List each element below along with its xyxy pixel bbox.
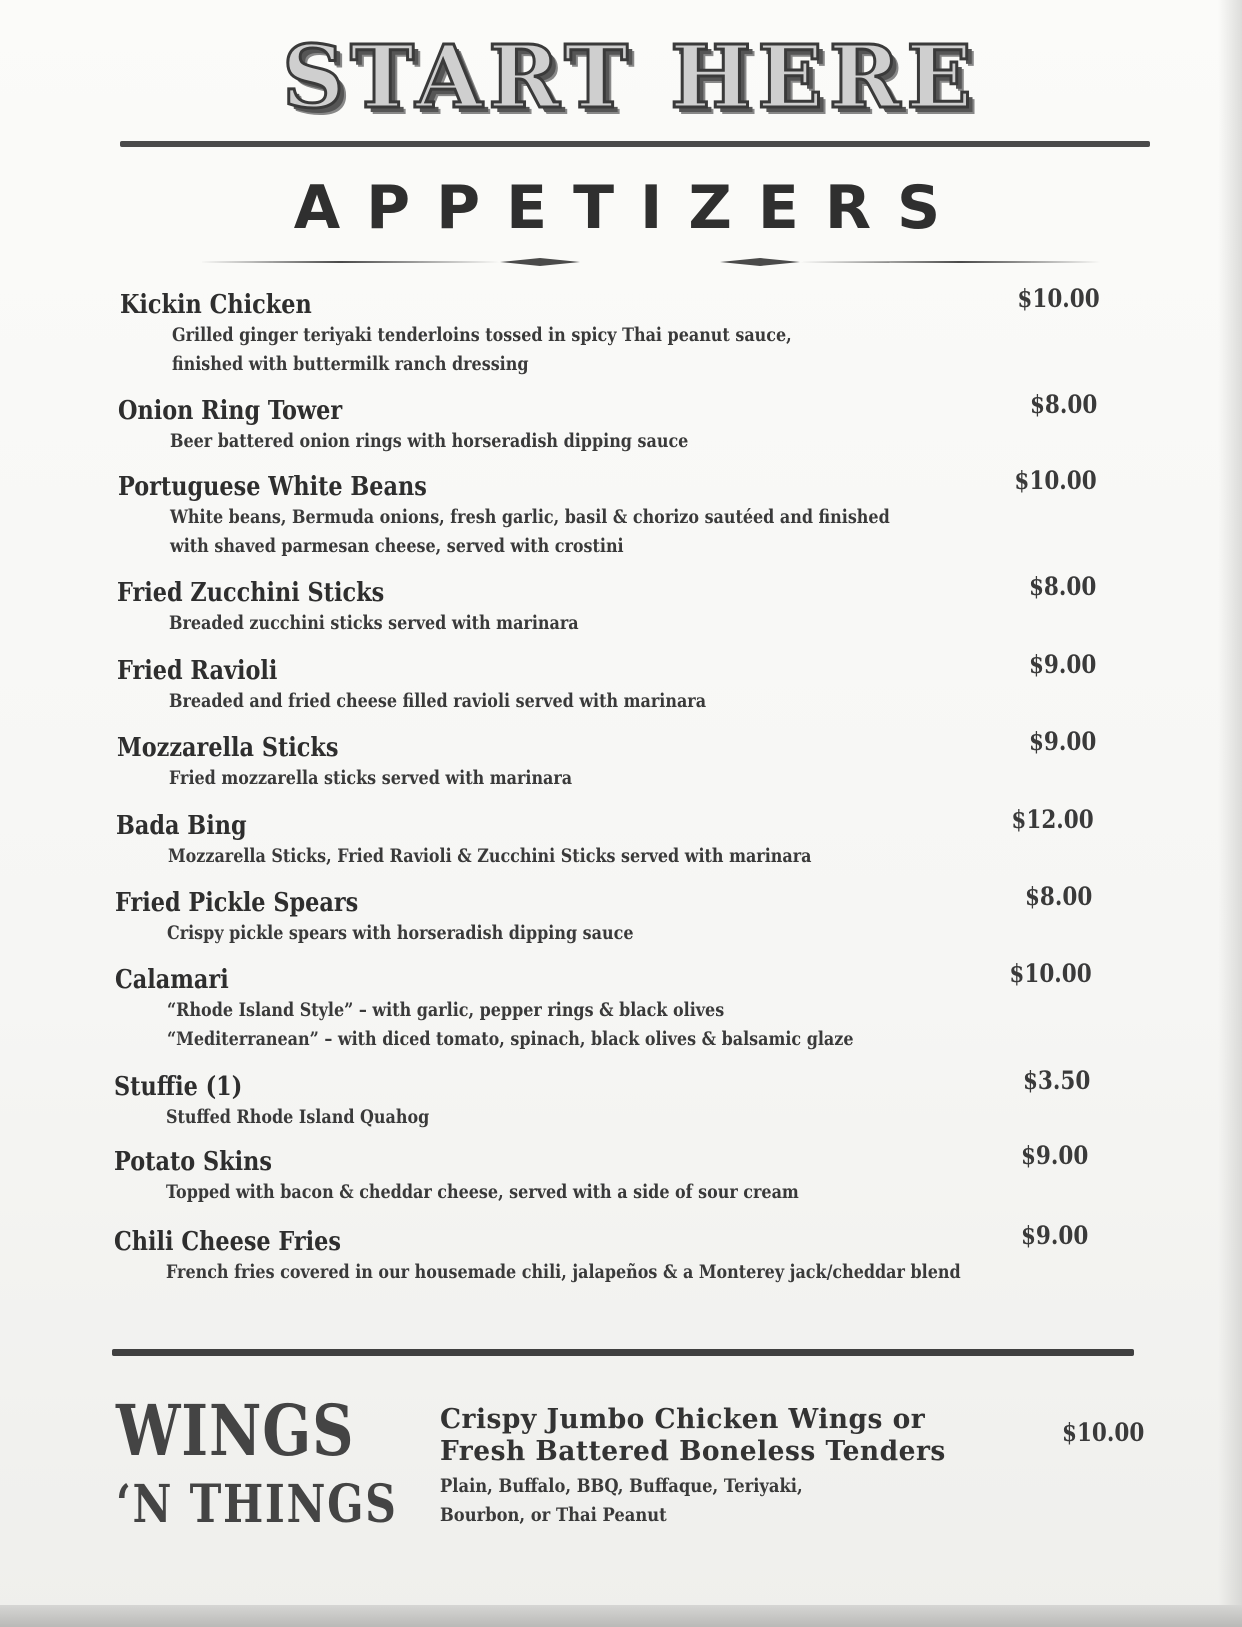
menu-item	[0, 1066, 1242, 1142]
wings-sauces	[440, 1472, 803, 1530]
item-description-line: Mozzarella Sticks, Fried Ravioli & Zucchini Sticks served with marinara	[168, 845, 812, 867]
wings-title-line2: ‘N THINGS	[116, 1474, 398, 1535]
item-name: Onion Ring Tower	[118, 396, 343, 426]
item-name: Mozzarella Sticks	[117, 733, 339, 763]
item-price: $3.50	[1022, 1066, 1090, 1095]
item-description-line: “Mediterranean” – with diced tomato, spinach, black olives & balsamic glaze	[167, 1028, 854, 1050]
menu-item	[0, 882, 1242, 958]
item-description	[170, 503, 890, 561]
item-description	[169, 609, 579, 638]
wings-sauces-line1: Plain, Buffalo, BBQ, Buffaque, Teriyaki,	[440, 1475, 803, 1497]
item-description-line: Topped with bacon & cheddar cheese, served with a side of sour cream	[166, 1181, 799, 1203]
menu-item	[0, 390, 1242, 466]
item-price: $9.00	[1028, 650, 1096, 679]
item-description	[166, 1103, 429, 1132]
wings-headline-line1: Crispy Jumbo Chicken Wings or	[440, 1404, 926, 1435]
item-description-line: “Rhode Island Style” – with garlic, pepper rings & black olives	[167, 999, 725, 1021]
menu-item	[0, 959, 1242, 1050]
menu-item	[0, 1221, 1242, 1297]
item-description	[169, 764, 572, 793]
item-price: $10.00	[1009, 959, 1092, 988]
item-description	[170, 427, 688, 456]
item-name: Chili Cheese Fries	[114, 1227, 341, 1257]
item-name: Fried Zucchini Sticks	[117, 578, 385, 608]
menu-item	[0, 1141, 1242, 1217]
section-divider	[112, 1349, 1134, 1356]
item-name: Portuguese White Beans	[118, 472, 427, 502]
item-name: Calamari	[115, 965, 229, 995]
wings-sauces-line2: Bourbon, or Thai Peanut	[440, 1504, 667, 1526]
item-price: $8.00	[1029, 390, 1097, 419]
item-name: Fried Ravioli	[117, 656, 278, 686]
item-description-line: Breaded zucchini sticks served with marinara	[169, 612, 579, 634]
page-bottom-edge	[0, 1605, 1242, 1627]
item-price: $10.00	[1014, 466, 1097, 495]
item-description	[167, 996, 854, 1054]
wings-headline	[440, 1404, 946, 1468]
item-description-line: Grilled ginger teriyaki tenderloins tossed in spicy Thai peanut sauce,	[172, 324, 792, 346]
item-description	[166, 1178, 799, 1207]
item-price: $9.00	[1020, 1221, 1088, 1250]
item-description-line: Stuffed Rhode Island Quahog	[166, 1106, 430, 1128]
item-price: $9.00	[1020, 1141, 1088, 1170]
item-price: $8.00	[1024, 882, 1092, 911]
appetizers-heading: APPETIZERS	[293, 173, 967, 243]
item-description	[172, 321, 792, 379]
item-description	[168, 842, 811, 871]
item-name: Potato Skins	[114, 1147, 272, 1177]
start-here-heading: START HERE	[282, 27, 978, 128]
wings-title-line1: WINGS	[116, 1389, 355, 1472]
item-description-line: Crispy pickle spears with horseradish dipping sauce	[167, 922, 634, 944]
item-description	[167, 919, 633, 948]
ornamental-divider	[200, 255, 1100, 269]
header-divider	[120, 141, 1150, 147]
menu-item	[0, 727, 1242, 803]
menu-item	[0, 284, 1242, 375]
item-description-line: White beans, Bermuda onions, fresh garlic, basil & chorizo sautéed and finished	[170, 506, 890, 528]
menu-item	[0, 805, 1242, 881]
item-price: $8.00	[1028, 572, 1096, 601]
wings-price: $10.00	[1062, 1418, 1145, 1447]
item-description-line: French fries covered in our housemade chili, jalapeños & a Monterey jack/cheddar blend	[166, 1261, 961, 1283]
item-description-line: Beer battered onion rings with horseradish dipping sauce	[170, 430, 689, 452]
item-price: $9.00	[1028, 727, 1096, 756]
item-price: $12.00	[1011, 805, 1094, 834]
menu-item	[0, 650, 1242, 726]
item-description	[169, 687, 706, 716]
page-edge-shadow	[1218, 0, 1242, 1627]
menu-item	[0, 466, 1242, 557]
item-name: Fried Pickle Spears	[115, 888, 359, 918]
menu-item	[0, 572, 1242, 648]
item-name: Stuffie (1)	[114, 1072, 243, 1102]
item-description-line: Fried mozzarella sticks served with marinara	[169, 767, 573, 789]
item-price: $10.00	[1017, 284, 1100, 313]
item-description	[166, 1258, 961, 1287]
wings-headline-line2: Fresh Battered Boneless Tenders	[440, 1436, 946, 1467]
item-description-line: finished with buttermilk ranch dressing	[172, 353, 529, 375]
item-name: Bada Bing	[116, 811, 247, 841]
item-name: Kickin Chicken	[120, 290, 312, 320]
item-description-line: Breaded and fried cheese filled ravioli served with marinara	[169, 690, 707, 712]
item-description-line: with shaved parmesan cheese, served with crostini	[170, 535, 624, 557]
